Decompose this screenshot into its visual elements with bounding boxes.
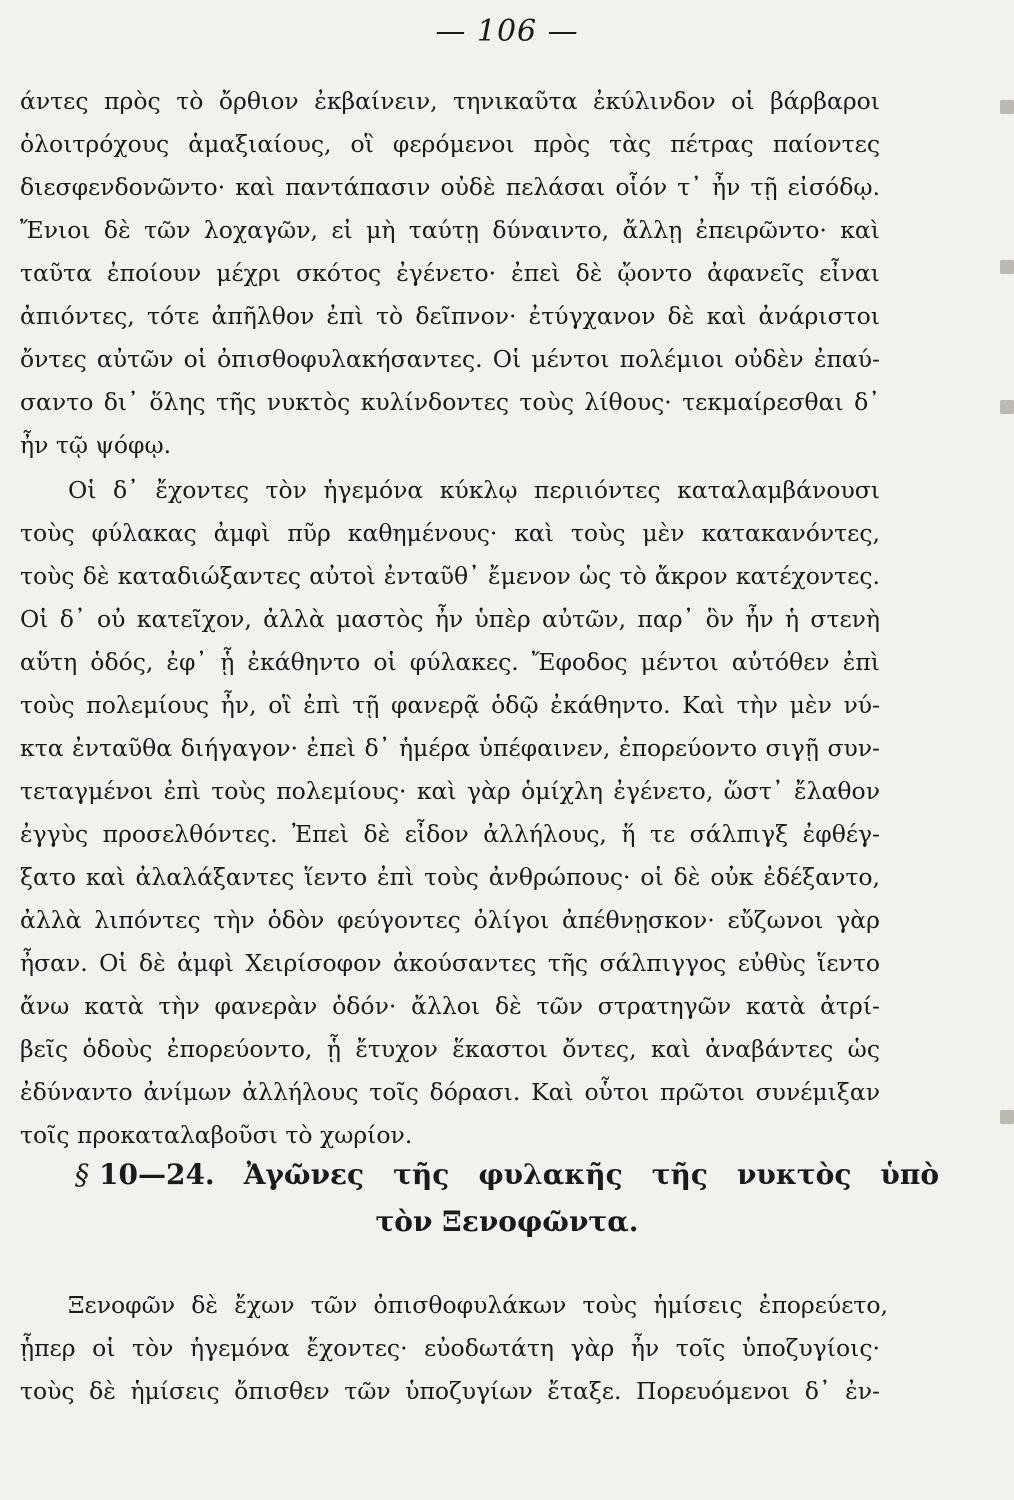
section-heading-line-2: τὸν Ξενοφῶντα. [375,1205,639,1238]
section-heading [0,1158,1014,1192]
text-line: ὄντες αὐτῶν οἱ ὀπισθοφυλακήσαντες. Οἱ μέντοι πολέμιοι οὐδὲν ἐπαύ- [20,345,880,373]
section-sign: § [75,1158,89,1191]
text-line: τεταγμένοι ἐπὶ τοὺς πολεμίους· καὶ γὰρ ὁμίχλη ἐγένετο, ὥστ᾽ ἔλαθον [20,777,880,805]
text-line: ξατο καὶ ἀλαλάξαντες ἵεντο ἐπὶ τοὺς ἀνθρώπους· οἱ δὲ οὐκ ἐδέξαντο, [20,863,880,891]
text-line: Ἔνιοι δὲ τῶν λοχαγῶν, εἰ μὴ ταύτῃ δύναιντο, ἄλλῃ ἐπειρῶντο· καὶ [20,216,880,244]
text-line: τοῖς προκαταλαβοῦσι τὸ χωρίον. [20,1121,413,1149]
text-line: ἀλλὰ λιπόντες τὴν ὁδὸν φεύγοντες ὀλίγοι ἀπέθνῃσκον· εὔζωνοι γὰρ [20,906,880,934]
text-line: ἐδύναντο ἀνίμων ἀλλήλους τοῖς δόρασι. Καὶ οὗτοι πρῶτοι συνέμιξαν [20,1078,880,1106]
text-line: τοὺς δὲ καταδιώξαντες αὐτοὶ ἐνταῦθ᾽ ἔμενον ὡς τὸ ἄκρον κατέχοντες. [20,562,880,590]
text-line: ἦσαν. Οἱ δὲ ἀμφὶ Χειρίσοφον ἀκούσαντες τῆς σάλπιγγος εὐθὺς ἵεντο [20,949,880,977]
text-line: ἦν τῷ ψόφῳ. [20,431,172,459]
text-line: ὁλοιτρόχους ἁμαξιαίους, οἳ φερόμενοι πρὸς τὰς πέτρας παίοντες [20,130,880,158]
text-line: τοὺς πολεμίους ἦν, οἳ ἐπὶ τῇ φανερᾷ ὁδῷ ἐκάθηντο. Καὶ τὴν μὲν νύ- [20,691,880,719]
text-line: κτα ἐνταῦθα διήγαγον· ἐπεὶ δ᾽ ἡμέρα ὑπέφαινεν, ἐπορεύοντο σιγῇ συν- [20,734,880,762]
page-number: — 106 — [435,14,579,49]
text-line: ᾗπερ οἱ τὸν ἡγεμόνα ἔχοντες· εὐοδωτάτη γὰρ ἦν τοῖς ὑποζυγίοις· [20,1334,880,1362]
gutter-mark [1000,100,1014,114]
text-line: ἐγγὺς προσελθόντες. Ἐπεὶ δὲ εἶδον ἀλλήλους, ἥ τε σάλπιγξ ἐφθέγ- [20,820,880,848]
text-line: Ξενοφῶν δὲ ἔχων τῶν ὀπισθοφυλάκων τοὺς ἡμίσεις ἐπορεύετο, [68,1291,888,1319]
gutter-mark [1000,400,1014,414]
section-heading-line-1: 10—24. Ἀγῶνες τῆς φυλακῆς τῆς νυκτὸς ὑπὸ [99,1158,939,1191]
text-line: αὕτη ὁδός, ἐφ᾽ ᾗ ἐκάθηντο οἱ φύλακες. Ἔφοδος μέντοι αὐτόθεν ἐπὶ [20,648,880,676]
text-line: τοὺς δὲ ἡμίσεις ὄπισθεν τῶν ὑποζυγίων ἔταξε. Πορευόμενοι δ᾽ ἐν- [20,1377,880,1405]
text-line: Οἱ δ᾽ ἔχοντες τὸν ἡγεμόνα κύκλῳ περιιόντες καταλαμβάνουσι [68,476,880,504]
gutter-mark [1000,1110,1014,1124]
text-line: διεσφενδονῶντο· καὶ παντάπασιν οὐδὲ πελάσαι οἷόν τ᾽ ἦν τῇ εἰσόδῳ. [20,173,880,201]
text-line: τοὺς φύλακας ἀμφὶ πῦρ καθημένους· καὶ τοὺς μὲν κατακανόντες, [20,519,880,547]
text-line: σαντο δι᾽ ὅλης τῆς νυκτὸς κυλίνδοντες τοὺς λίθους· τεκμαίρεσθαι δ᾽ [20,388,880,416]
text-line: ἀπιόντες, τότε ἀπῆλθον ἐπὶ τὸ δεῖπνον· ἐτύγχανον δὲ καὶ ἀνάριστοι [20,302,880,330]
text-line: ἄνω κατὰ τὴν φανερὰν ὁδόν· ἄλλοι δὲ τῶν στρατηγῶν κατὰ ἀτρί- [20,992,880,1020]
text-line: άντες πρὸς τὸ ὄρθιον ἐκβαίνειν, τηνικαῦτα ἐκύλινδον οἱ βάρβαροι [20,87,880,115]
text-line: Οἱ δ᾽ οὐ κατεῖχον, ἀλλὰ μαστὸς ἦν ὑπὲρ αὐτῶν, παρ᾽ ὃν ἦν ἡ στενὴ [20,605,880,633]
gutter-mark [1000,260,1014,274]
text-line: ταῦτα ἐποίουν μέχρι σκότος ἐγένετο· ἐπεὶ δὲ ᾤοντο ἀφανεῖς εἶναι [20,259,880,287]
text-line: βεῖς ὁδοὺς ἐπορεύοντο, ᾗ ἔτυχον ἕκαστοι ὄντες, καὶ ἀναβάντες ὡς [20,1035,880,1063]
